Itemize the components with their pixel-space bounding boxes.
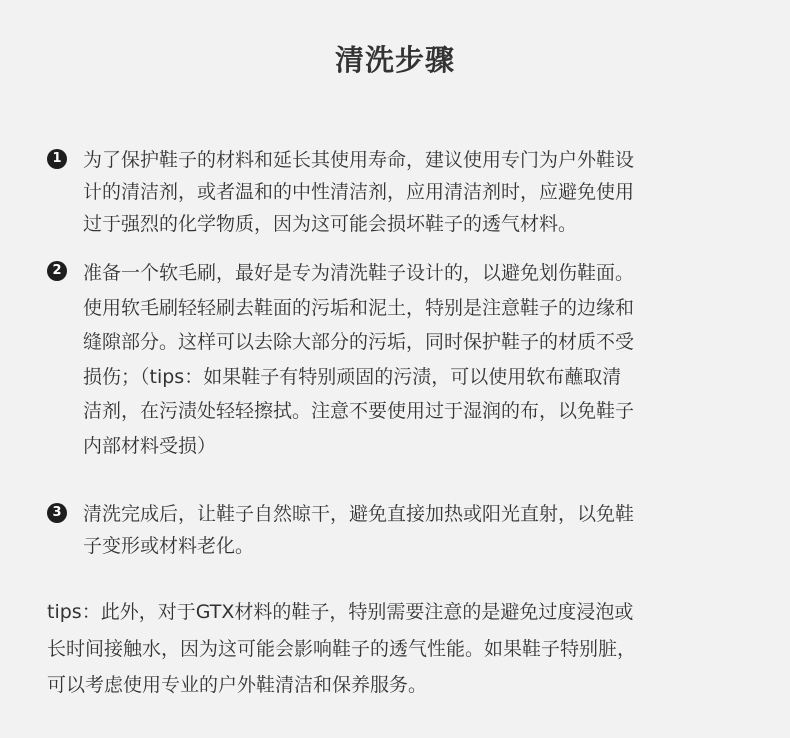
tips-paragraph: tips：此外，对于GTX材料的鞋子，特别需要注意的是避免过度浸泡或 长时间接触水，因为这可能会影响鞋子的透气性能。如果鞋子特别脏， 可以考虑使用专业的户外鞋清洁和保养服务。 xyxy=(47,601,637,696)
step-item-2 xyxy=(47,256,767,463)
step-item-3 xyxy=(47,498,767,562)
page-title: 清洗步骤 xyxy=(334,43,455,77)
step-text: 清洗完成后，让鞋子自然晾干，避免直接加热或阳光直射，以免鞋 子变形或材料老化。 xyxy=(83,503,635,557)
step-number-badge: 2 xyxy=(47,261,67,281)
step-text: 为了保护鞋子的材料和延长其使用寿命，建议使用专门为户外鞋设 计的清洁剂，或者温和的中性清洁剂，应用清洁剂时，应避免使用 过于强烈的化学物质，因为这可能会损坏鞋子的透气材料。 xyxy=(83,149,635,235)
step-item-1 xyxy=(47,144,767,240)
step-number-badge: 3 xyxy=(47,503,67,523)
step-number-badge: 1 xyxy=(47,149,67,169)
step-text: 准备一个软毛刷，最好是专为清洗鞋子设计的，以避免划伤鞋面。 使用软毛刷轻轻刷去鞋面的污垢和泥土，特别是注意鞋子的边缘和 缝隙部分。这样可以去除大部分的污垢，同时保护鞋子的材质不受 损伤；（tips：如果鞋子有特别顽固的污渍，可以使用软布蘸取清 洁剂，在污渍处轻轻擦拭。注意不要使用过于湿润的布，以免鞋子 内部材料受损） xyxy=(83,262,635,457)
